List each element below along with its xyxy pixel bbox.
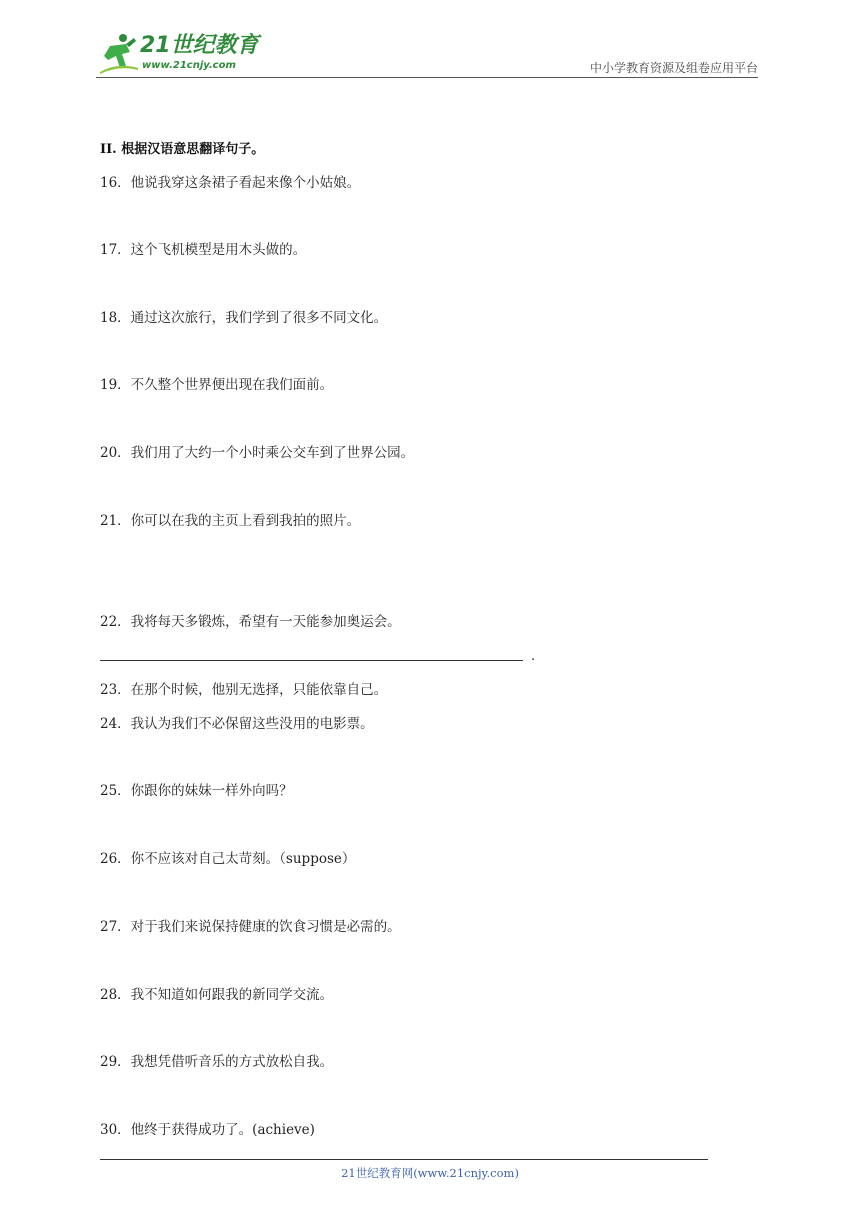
question-20: 20．我们用了大约一个小时乘公交车到了世界公园。 (100, 445, 415, 461)
question-26: 26．你不应该对自己太苛刻。（suppose） (100, 851, 356, 867)
logo-wordmark: 21世纪教育 (140, 33, 259, 58)
answer-blank-line[interactable] (100, 660, 523, 661)
answer-end-mark: . (531, 649, 536, 664)
section-title: II. 根据汉语意思翻译句子。 (100, 142, 265, 157)
question-23: 23．在那个时候，他别无选择，只能依靠自己。 (100, 682, 388, 698)
platform-name: 中小学教育资源及组卷应用平台 (589, 61, 758, 75)
question-19: 19．不久整个世界便出现在我们面前。 (100, 377, 334, 393)
question-18: 18．通过这次旅行，我们学到了很多不同文化。 (100, 310, 388, 326)
question-21: 21．你可以在我的主页上看到我拍的照片。 (100, 513, 361, 529)
question-16: 16．他说我穿这条裙子看起来像个小姑娘。 (100, 175, 361, 191)
header-divider (96, 77, 758, 78)
logo-url: www.21cnjy.com (142, 60, 236, 71)
question-29: 29．我想凭借听音乐的方式放松自我。 (100, 1054, 334, 1070)
question-22: 22．我将每天多锻炼，希望有一天能参加奥运会。 (100, 614, 401, 630)
question-30: 30．他终于获得成功了。(achieve) (100, 1122, 315, 1138)
question-25: 25．你跟你的妹妹一样外向吗？ (100, 783, 293, 799)
question-17: 17．这个飞机模型是用木头做的。 (100, 242, 307, 258)
question-24: 24．我认为我们不必保留这些没用的电影票。 (100, 716, 374, 732)
footer-link[interactable]: 21世纪教育网(www.21cnjy.com) (341, 1166, 519, 1180)
page-header (96, 30, 758, 82)
question-27: 27．对于我们来说保持健康的饮食习惯是必需的。 (100, 919, 401, 935)
footer-divider (100, 1159, 708, 1160)
running-figure-icon (96, 32, 140, 76)
question-28: 28．我不知道如何跟我的新同学交流。 (100, 987, 334, 1003)
site-logo (96, 30, 266, 78)
